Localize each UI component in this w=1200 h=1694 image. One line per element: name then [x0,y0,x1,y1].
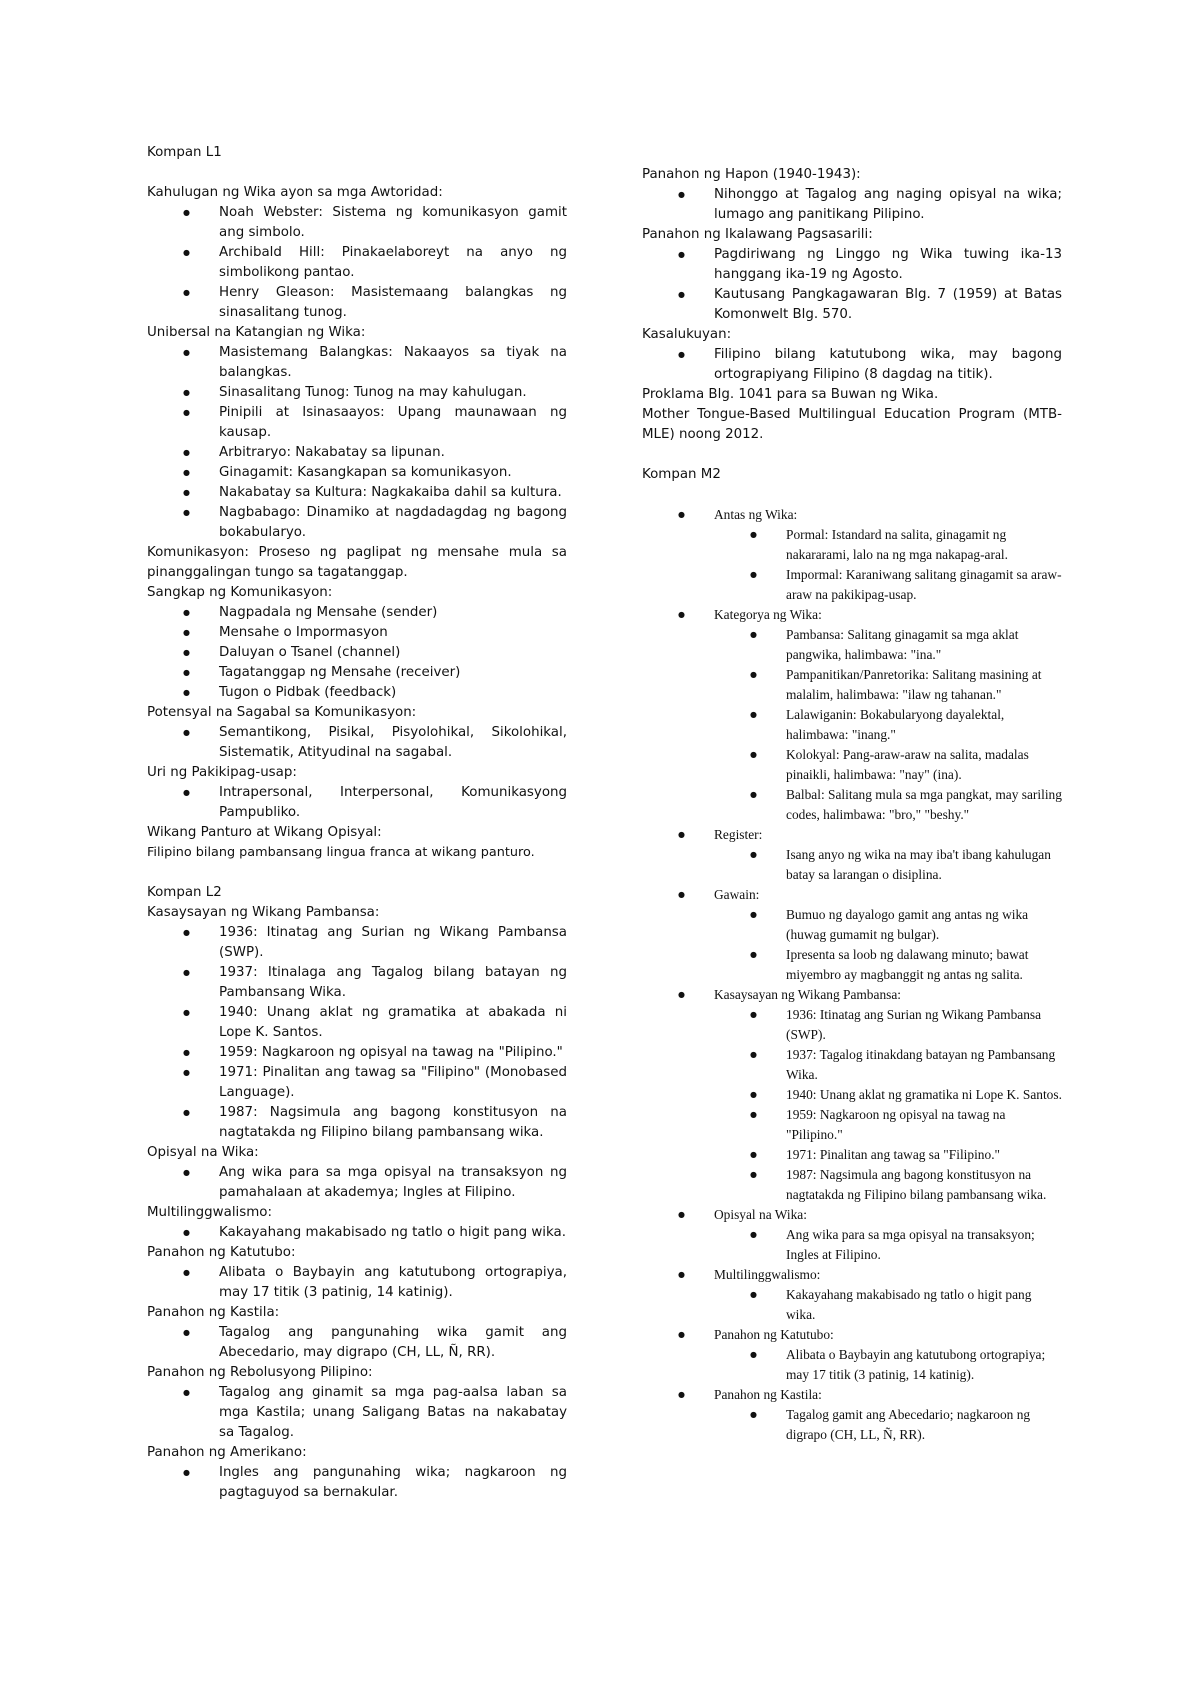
sublist [714,625,1062,825]
list-item: ● Tagalog ang ginamit sa mga pag-aalsa laban sa mga Kastila; unang Saligang Batas na nakabatay sa Tagalog. [147,1383,567,1443]
m2-group-label: ● Panahon ng Katutubo: [714,1327,834,1342]
list-item: ● Mensahe o Impormasyon [147,623,567,643]
list-item: ● Nagpadala ng Mensahe (sender) [147,603,567,623]
left-column [147,143,567,1503]
list-item: ● Sinasalitang Tunog: Tunog na may kahulugan. [147,383,567,403]
heading-multilinggwalismo: Multilinggwalismo: [147,1205,272,1220]
list-item: ● Tugon o Pidbak (feedback) [147,683,567,703]
list-item: ● 1940: Unang aklat ng gramatika at abakada ni Lope K. Santos. [147,1003,567,1043]
list-item: ● Semantikong, Pisikal, Pisyolohikal, Sikolohikal, Sistematik, Atityudinal na sagabal. [147,723,567,763]
list-item: ● 1987: Nagsimula ang bagong konstitusyon na nagtatakda ng Filipino bilang pambansang wika. [714,1165,1062,1205]
list-item: ● Pampanitikan/Panretorika: Salitang masining at malalim, halimbawa: "ilaw ng tahanan." [714,665,1062,705]
list-item: ● Filipino bilang katutubong wika, may bagong ortograpiyang Filipino (8 dagdag na titik). [642,345,1062,385]
list-item: ● Ipresenta sa loob ng dalawang minuto; bawat miyembro ay magbanggit ng antas ng salita. [714,945,1062,985]
list-item: ● 1959: Nagkaroon ng opisyal na tawag na "Pilipino." [714,1105,1062,1145]
list-item: ● Ginagamit: Kasangkapan sa komunikasyon. [147,463,567,483]
list-item: ● Masistemang Balangkas: Nakaayos sa tiyak na balangkas. [147,343,567,383]
sublist [714,1285,1062,1325]
list-m2 [642,505,1062,1445]
list-item: ● Pambansa: Salitang ginagamit sa mga aklat pangwika, halimbawa: "ina." [714,625,1062,665]
list-uri [147,783,567,823]
section-title-kompan-l2: Kompan L2 [147,885,222,900]
list-item: ● Ingles ang pangunahing wika; nagkaroon ng pagtaguyod sa bernakular. [147,1463,567,1503]
list-item: ● Ang wika para sa mga opisyal na transaksyon; Ingles at Filipino. [714,1225,1062,1265]
list-item: ● Kakayahang makabisado ng tatlo o higit pang wika. [147,1223,567,1243]
heading-kasalukuyan: Kasalukuyan: [642,327,732,342]
list-item: ● Arbitraryo: Nakabatay sa lipunan. [147,443,567,463]
sublist [714,1405,1062,1445]
heading-ikalawang-pagsasarili: Panahon ng Ikalawang Pagsasarili: [642,227,873,242]
m2-group-label: ● Kategorya ng Wika: [714,607,822,622]
list-multilinggwalismo [147,1223,567,1243]
sublist [714,845,1062,885]
list-item: ● Lalawiganin: Bokabularyong dayalektal, halimbawa: "inang." [714,705,1062,745]
heading-opisyal: Opisyal na Wika: [147,1145,259,1160]
list-item: ● Kolokyal: Pang-araw-araw na salita, madalas pinaikli, halimbawa: "nay" (ina). [714,745,1062,785]
m2-group-label: ● Multilinggwalismo: [714,1267,821,1282]
list-item [642,505,1062,605]
list-item: ● Archibald Hill: Pinakaelaboreyt na anyo ng simbolikong pantao. [147,243,567,283]
list-opisyal [147,1163,567,1203]
list-sangkap [147,603,567,703]
list-item [642,1385,1062,1445]
list-item [642,605,1062,825]
list-item: ● 1959: Nagkaroon ng opisyal na tawag na "Pilipino." [147,1043,567,1063]
list-rebolusyon [147,1383,567,1443]
list-item: ● Tagalog gamit ang Abecedario; nagkaroon ng digrapo (CH, LL, Ñ, RR). [714,1405,1062,1445]
list-item: ● Ang wika para sa mga opisyal na transaksyon ng pamahalaan at akademya; Ingles at Filipino. [147,1163,567,1203]
heading-potensyal: Potensyal na Sagabal sa Komunikasyon: [147,705,417,720]
sublist [714,1005,1062,1205]
list-item: ● Alibata o Baybayin ang katutubong ortograpiya, may 17 titik (3 patinig, 14 katinig). [147,1263,567,1303]
sublist [714,525,1062,605]
heading-sangkap: Sangkap ng Komunikasyon: [147,585,333,600]
list-unibersal [147,343,567,543]
list-item: ● Tagalog ang pangunahing wika gamit ang Abecedario, may digrapo (CH, LL, Ñ, RR). [147,1323,567,1363]
list-item: ● Nagbabago: Dinamiko at nagdadagdag ng bagong bokabularyo. [147,503,567,543]
m2-group-label: ● Panahon ng Kastila: [714,1387,822,1402]
list-ikalawang-pagsasarili [642,245,1062,325]
list-kasaysayan [147,923,567,1143]
heading-rebolusyon: Panahon ng Rebolusyong Pilipino: [147,1365,373,1380]
list-kastila [147,1323,567,1363]
list-katutubo [147,1263,567,1303]
list-item: ● Kautusang Pangkagawaran Blg. 7 (1959) at Batas Komonwelt Blg. 570. [642,285,1062,325]
m2-group-label: ● Kasaysayan ng Wikang Pambansa: [714,987,902,1002]
heading-kahulugan: Kahulugan ng Wika ayon sa mga Awtoridad: [147,185,443,200]
list-item: ● 1936: Itinatag ang Surian ng Wikang Pambansa (SWP). [147,923,567,963]
list-item: ● Bumuo ng dayalogo gamit ang antas ng wika (huwag gumamit ng bulgar). [714,905,1062,945]
list-item: ● Tagatanggap ng Mensahe (receiver) [147,663,567,683]
heading-katutubo: Panahon ng Katutubo: [147,1245,296,1260]
wikang-panturo-text: Filipino bilang pambansang lingua franca at wikang panturo. [147,845,535,860]
list-item [642,1205,1062,1265]
list-item: ● 1937: Itinalaga ang Tagalog bilang batayan ng Pambansang Wika. [147,963,567,1003]
list-hapon [642,185,1062,225]
list-item: ● Daluyan o Tsanel (channel) [147,643,567,663]
m2-outline [642,505,1062,1445]
list-item [642,1325,1062,1385]
m2-group-label: ● Opisyal na Wika: [714,1207,807,1222]
list-item: ● Pinipili at Isinasaayos: Upang maunawaan ng kausap. [147,403,567,443]
list-item [642,1265,1062,1325]
list-item: ● 1936: Itinatag ang Surian ng Wikang Pambansa (SWP). [714,1005,1062,1045]
mtb-mle-text: Mother Tongue-Based Multilingual Education Program (MTB-MLE) noong 2012. [642,407,1062,442]
m2-group-label: ● Gawain: [714,887,760,902]
list-item: ● Nakabatay sa Kultura: Nagkakaiba dahil sa kultura. [147,483,567,503]
list-item [642,985,1062,1205]
right-column [642,165,1062,1445]
list-kasalukuyan [642,345,1062,385]
heading-amerikano: Panahon ng Amerikano: [147,1445,307,1460]
proklama-text: Proklama Blg. 1041 para sa Buwan ng Wika. [642,387,939,402]
list-item: ● Henry Gleason: Masistemaang balangkas ng sinasalitang tunog. [147,283,567,323]
heading-hapon: Panahon ng Hapon (1940-1943): [642,167,861,182]
m2-group-label: ● Antas ng Wika: [714,507,798,522]
heading-kasaysayan: Kasaysayan ng Wikang Pambansa: [147,905,380,920]
komunikasyon-definition: Komunikasyon: Proseso ng paglipat ng mensahe mula sa pinanggalingan tungo sa tagatanggap. [147,545,567,580]
heading-uri: Uri ng Pakikipag-usap: [147,765,297,780]
list-potensyal [147,723,567,763]
list-item: ● 1971: Pinalitan ang tawag sa "Filipino" (Monobased Language). [147,1063,567,1103]
list-item: ● Intrapersonal, Interpersonal, Komunikasyong Pampubliko. [147,783,567,823]
heading-wikang-panturo: Wikang Panturo at Wikang Opisyal: [147,825,382,840]
list-kahulugan [147,203,567,323]
sublist [714,1225,1062,1265]
list-item [642,885,1062,985]
list-amerikano [147,1463,567,1503]
list-item: ● 1940: Unang aklat ng gramatika ni Lope K. Santos. [714,1085,1062,1105]
list-item: ● Noah Webster: Sistema ng komunikasyon gamit ang simbolo. [147,203,567,243]
list-item: ● 1987: Nagsimula ang bagong konstitusyon na nagtatakda ng Filipino bilang pambansang wika. [147,1103,567,1143]
list-item: ● Alibata o Baybayin ang katutubong ortograpiya; may 17 titik (3 patinig, 14 katinig). [714,1345,1062,1385]
sublist [714,905,1062,985]
list-item: ● Pagdiriwang ng Linggo ng Wika tuwing ika-13 hanggang ika-19 ng Agosto. [642,245,1062,285]
list-item: ● Pormal: Istandard na salita, ginagamit ng nakararami, lalo na ng mga nakapag-aral. [714,525,1062,565]
list-item: ● 1971: Pinalitan ang tawag sa "Filipino." [714,1145,1062,1165]
list-item: ● Balbal: Salitang mula sa mga pangkat, may sariling codes, halimbawa: "bro," "beshy." [714,785,1062,825]
list-item: ● Nihonggo at Tagalog ang naging opisyal na wika; lumago ang panitikang Pilipino. [642,185,1062,225]
section-title-kompan-l1: Kompan L1 [147,145,222,160]
heading-kastila: Panahon ng Kastila: [147,1305,280,1320]
section-title-kompan-m2: Kompan M2 [642,467,721,482]
heading-unibersal: Unibersal na Katangian ng Wika: [147,325,366,340]
sublist [714,1345,1062,1385]
m2-group-label: ● Register: [714,827,763,842]
list-item: ● Isang anyo ng wika na may iba't ibang kahulugan batay sa larangan o disiplina. [714,845,1062,885]
list-item: ● Kakayahang makabisado ng tatlo o higit pang wika. [714,1285,1062,1325]
list-item: ● 1937: Tagalog itinakdang batayan ng Pambansang Wika. [714,1045,1062,1085]
list-item: ● Impormal: Karaniwang salitang ginagamit sa araw-araw na pakikipag-usap. [714,565,1062,605]
list-item [642,825,1062,885]
